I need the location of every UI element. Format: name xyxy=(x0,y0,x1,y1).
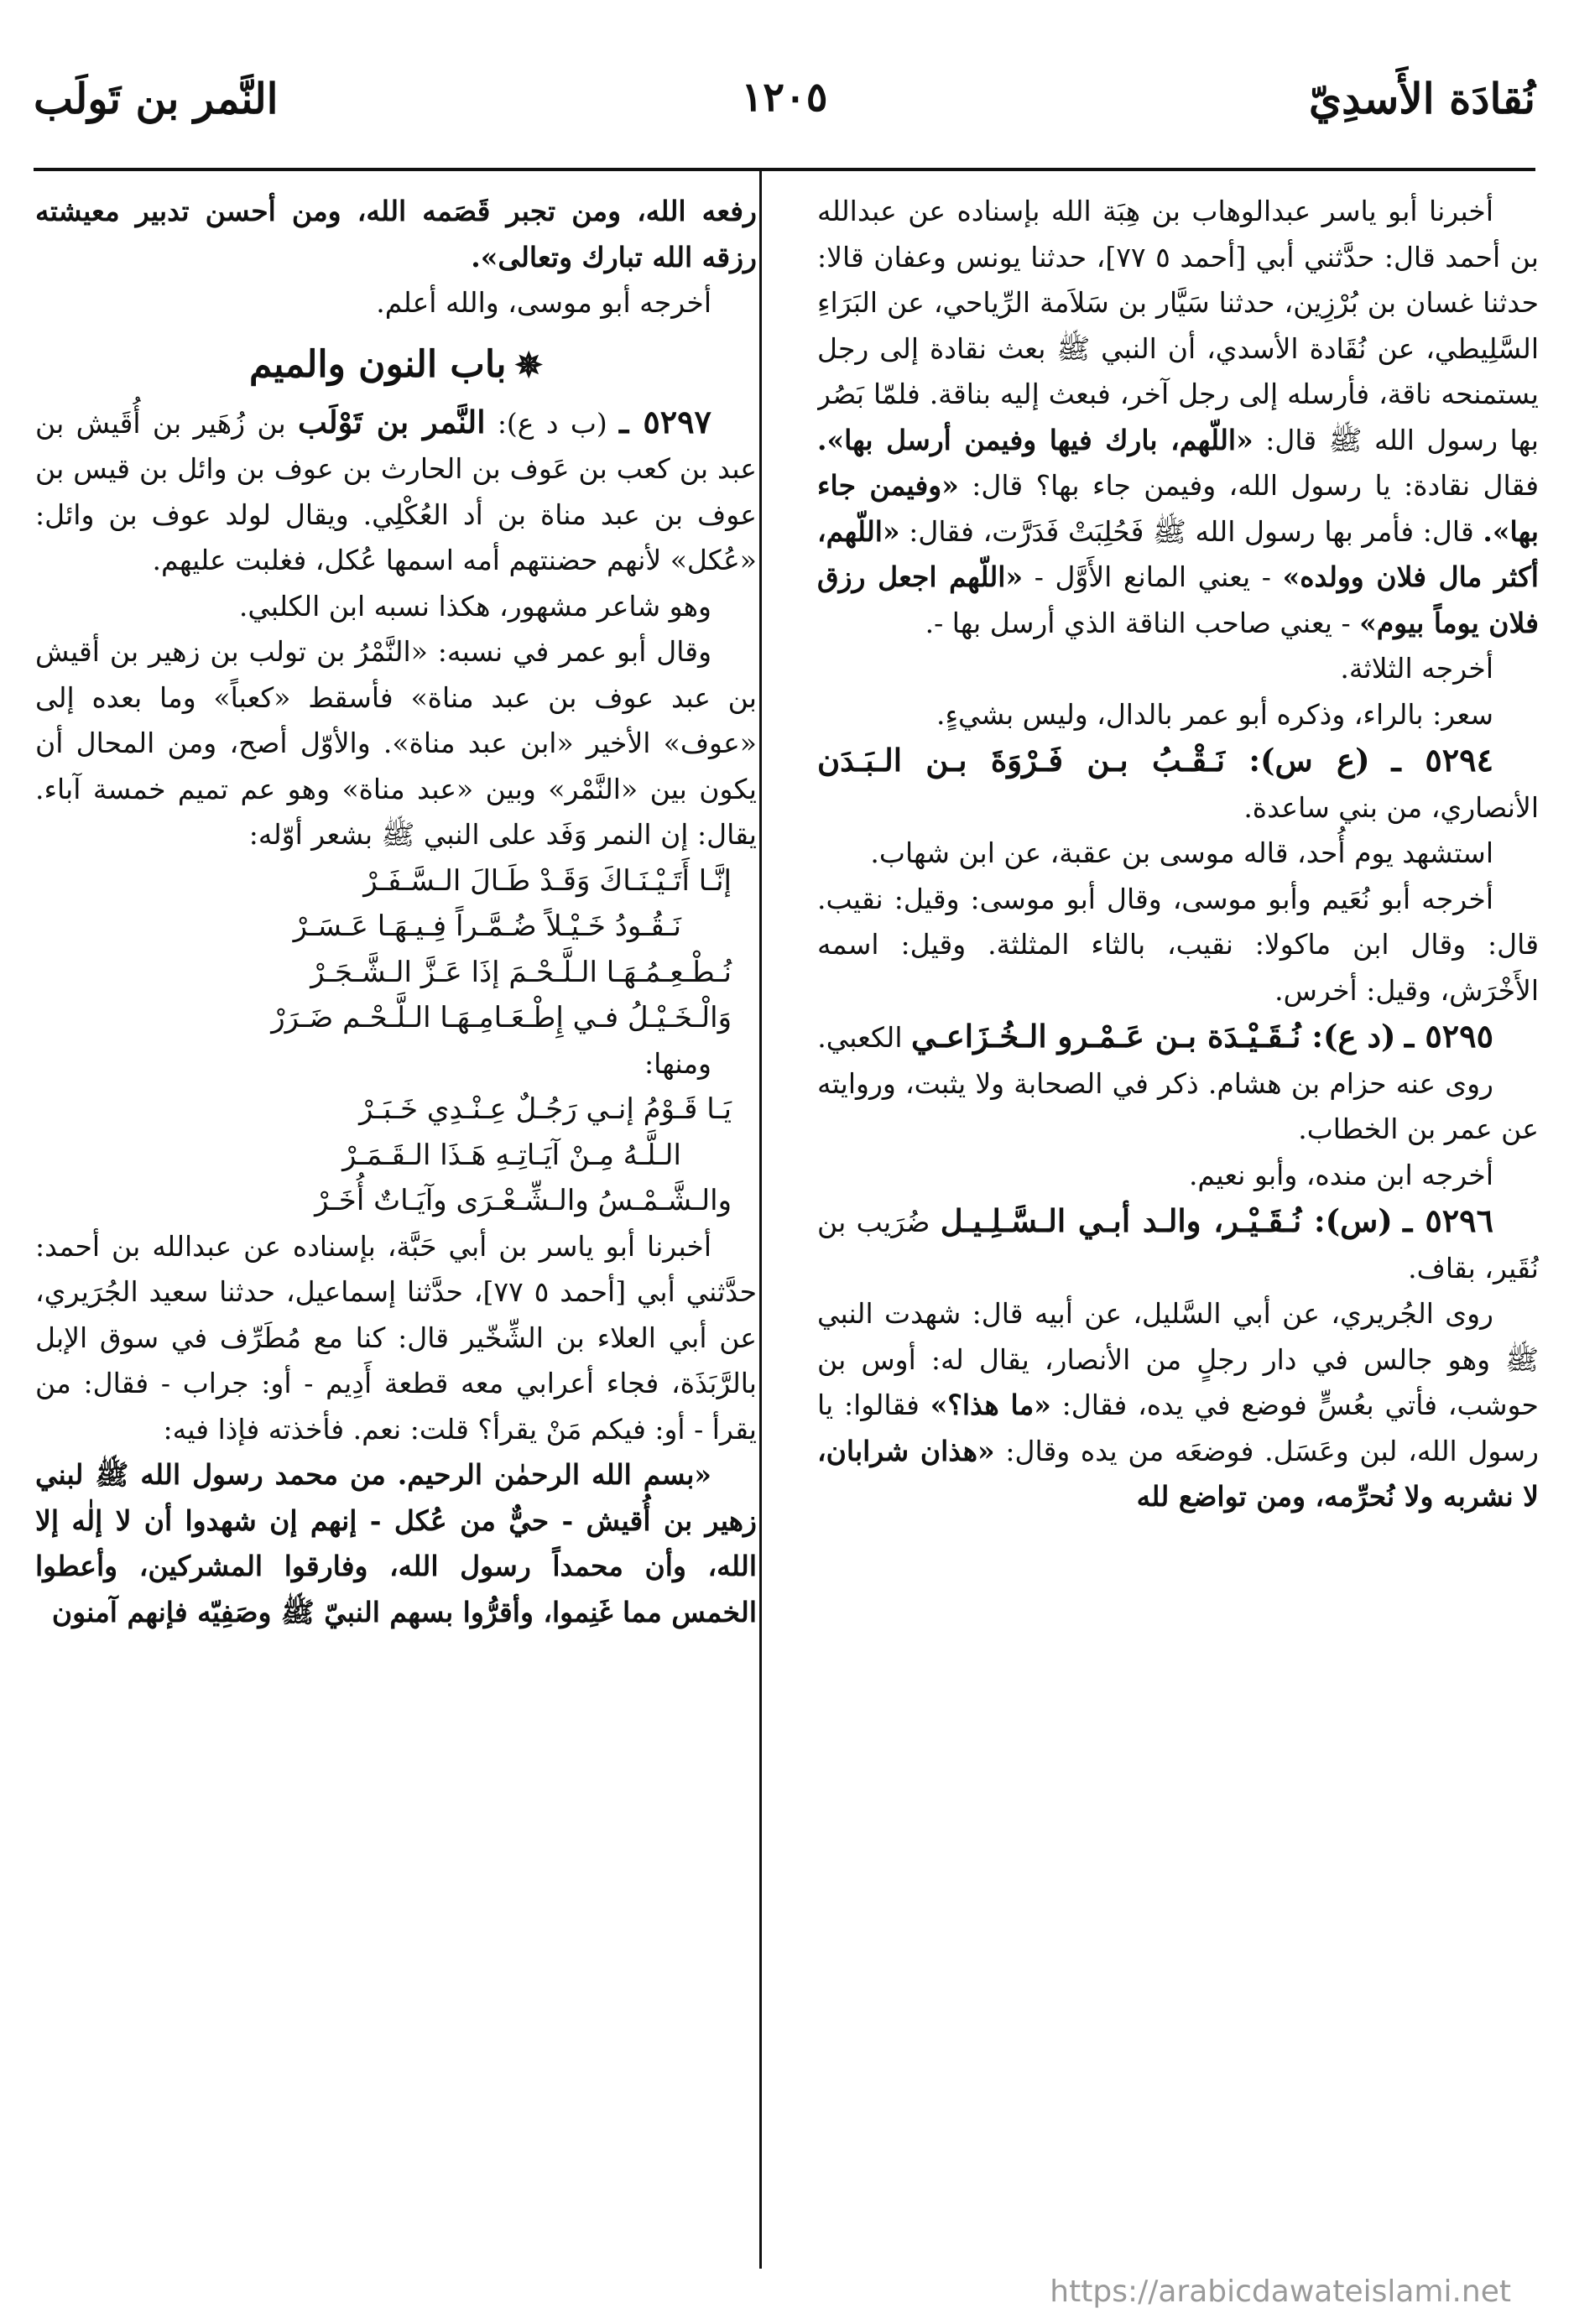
paragraph: أخرجه ابن منده، وأبو نعيم. xyxy=(1188,1158,1493,1191)
entry-code: (ب د ع): xyxy=(497,406,607,440)
paragraph: وهو شاعر مشهور، هكذا نسبه ابن الكلبي. xyxy=(238,589,711,623)
hemistich: يَـا قَـوْمُ إنـي رَجُـلٌ عِـنْـدِي خَـبَـرْ xyxy=(359,1092,732,1126)
chapter-heading xyxy=(35,331,757,399)
paragraph xyxy=(817,189,1539,646)
paragraph: رفعه الله، ومن تجبر قَصَمه الله، ومن أحسن تدبير معيشته رزقه الله تبارك وتعالى». xyxy=(35,195,757,274)
entry-5296 xyxy=(817,1198,1539,1291)
hadith-quote: «هذان شرابان، لا نشربه ولا نُحرِّمه، ومن تواضع لله xyxy=(817,1434,1539,1513)
paragraph: أخرجه أبو نُعَيم وأبو موسى، وقال أبو موسى: وقيل: نقيب. قال: وقال ابن ماكولا: نقيب، بالثاء المثلثة. وقيل: اسمه الأَخْرَش، وقيل: أخرس. xyxy=(817,882,1539,1007)
right-column xyxy=(817,189,1539,2261)
poem-line xyxy=(35,904,757,950)
running-title-left: النَّمر بن تَولَب xyxy=(34,74,279,123)
entry-text: الكعبي. xyxy=(817,1021,903,1054)
entry-5294 xyxy=(817,737,1539,831)
entry-number: ٥٢٩٧ ـ xyxy=(619,402,711,440)
hemistich: نَـقُـودُ خَـيْـلاً ضُـمَّـراً فِـيـهَـا عَـسَـرْ xyxy=(293,909,681,943)
column-divider xyxy=(759,171,762,2269)
poem-line xyxy=(35,1086,757,1133)
text: فقال نقادة: يا رسول الله، وفيمن جاء بها؟ قال: xyxy=(972,469,1539,502)
text: أخبرنا أبو ياسر عبدالوهاب بن هِبَة الله بإسناده عن عبدالله بن أحمد قال: حدَّثني أبي [أحمد ٥ ٧٧]، حدثنا يونس وعفان قالا: حدثنا غسان بن بُرْزِين، حدثنا سَيَّار بن سَلاَمة الرِّياحي، عن البَرَاءِ السَّلِيطي، عن نُقَادة الأسدي، أن النبي ﷺ بعث نقادة إلى رجل يستمنحه ناقة، فأرسله إلى رجل آخر، فبعث إليه بناقة. فلمّا بَصُر بها رسول الله ﷺ قال: xyxy=(817,195,1539,456)
entry-name: (ع س): نَـقْـبُ بـن فَـرْوَةَ بـن الـبَـدَن xyxy=(817,742,1370,779)
hemistich: والـشَّـمْـسُ والـشِّـعْـرَى وآيَـاتٌ أُخَـرْ xyxy=(315,1184,732,1217)
hadith-quote: «اللّهم، بارك فيها وفيمن أرسل بها». xyxy=(817,423,1253,456)
header-rule xyxy=(34,168,1535,171)
poem-line xyxy=(35,950,757,996)
entry-name: النَّمر بن تَوْلَب xyxy=(298,403,486,440)
hadith-quote: «وفيمن جاء بها». xyxy=(817,469,1539,548)
hemistich: الـلَّـهُ مِـنْ آيَـاتِـهِ هَـذَا الـقَـمَـرْ xyxy=(342,1138,681,1172)
hemistich: إنَّـا أَتَـيْـنَـاكَ وَقَـدْ طَـالَ الـسَّـفَـرْ xyxy=(363,863,732,898)
poem-line xyxy=(35,995,757,1041)
chapter-title: باب النون والميم xyxy=(248,342,507,386)
entry-number: ٥٢٩٥ ـ xyxy=(1404,1017,1493,1055)
poem-line xyxy=(35,1133,757,1179)
text: روى الجُريري، عن أبي السَّليل، عن أبيه قال: شهدت النبي ﷺ وهو جالس في دار رجلٍ من الأنصار، يقال له: أوس بن حوشب، فأتي بعُسٍّ فوضع في يده، فقال: xyxy=(817,1297,1539,1421)
star-ornament-icon: ✵ xyxy=(514,345,544,385)
poem-line xyxy=(35,1178,757,1224)
poem-line xyxy=(35,858,757,904)
hemistich: وَالْـخَـيْـلُ فـي إِطْـعَـامِـهَـا الـلَّـحْـم ضَـرَرْ xyxy=(271,1001,732,1034)
entry-text: الأنصاري، من بني ساعدة. xyxy=(1243,790,1539,824)
text: - يعني صاحب الناقة الذي أرسل بها -. xyxy=(925,606,1351,639)
entry-number: ٥٢٩٤ ـ xyxy=(1391,741,1493,779)
page-number: ١٢٠٥ xyxy=(741,74,828,121)
entry-text: ضُرَيب بن نُقَير، بقاف. xyxy=(817,1206,1539,1284)
paragraph: «بسم الله الرحمٰن الرحيم. من محمد رسول الله ﷺ لبني زهير بن أُقيش - حيٌّ من عُكل - إنهم إن شهدوا أن لا إلٰه إلا الله، وأن محمداً رسول الله، وفارقوا المشركين، وأعطوا الخمس مما غَنِموا، وأقرُّوا بسهم النبيّ ﷺ وصَفِيّه فإنهم آمنون xyxy=(35,1458,757,1628)
hadith-quote: «ما هذا؟» xyxy=(930,1389,1051,1421)
entry-number: ٥٢٩٦ ـ xyxy=(1403,1201,1493,1239)
left-column xyxy=(35,189,757,2261)
page-header xyxy=(34,74,1535,158)
watermark-url: https://arabicdawateislami.net xyxy=(1050,2274,1511,2309)
text: - يعني المانع الأَوَّل - xyxy=(1034,560,1271,593)
hemistich: نُـطْـعِـمُـهَـا الـلَّـحْـمَ إذَا عَـزَّ الـشَّـجَـرْ xyxy=(310,955,732,989)
paragraph: استشهد يوم أُحد، قاله موسى بن عقبة، عن ابن شهاب. xyxy=(870,836,1493,869)
paragraph: روى عنه حزام بن هشام. ذكر في الصحابة ولا يثبت، وروايته عن عمر بن الخطاب. xyxy=(817,1066,1539,1145)
entry-text: بن زُهَير بن أُقَيش بن عبد بن كعب بن عَوف بن الحارث بن عوف بن وائل بن قيس بن عوف بن عبد مناة بن أد العُكْلِي. ويقال لولد عوف بن وائل: «عُكل» لأنهم حضنتهم أمه اسمها عُكل، فغلبت عليهم. xyxy=(35,406,757,576)
paragraph: ومنها: xyxy=(644,1046,711,1080)
paragraph: أخرجه الثلاثة. xyxy=(1340,652,1493,685)
paragraph xyxy=(817,1291,1539,1520)
paragraph: أخرجه أبو موسى، والله أعلم. xyxy=(376,286,711,319)
entry-5295 xyxy=(817,1013,1539,1061)
paragraph: أخبرنا أبو ياسر بن أبي حَبَّة، بإسناده عن عبدالله بن أحمد: حدَّثني أبي [أحمد ٥ ٧٧]، حدَّثنا إسماعيل، حدثنا سعيد الجُرَيري، عن أبي العلاء بن الشِّخّير قال: كنا مع مُطَرِّف في سوق الإبل بالرَّبَذَة، فجاء أعرابي معه قطعة أَدِيم - أو: جراب - فقال: من يقرأ - أو: فيكم مَنْ يقرأ؟ قلت: نعم. فأخذته فإذا فيه: xyxy=(35,1229,757,1446)
paragraph: وقال أبو عمر في نسبه: «النَّمْرُ بن تولب بن زهير بن أقيش بن عبد عوف بن عبد مناة» فأسقط «كعباً» وما بعده إلى «عوف» الأخير «ابن عبد مناة». والأوّل أصح، ومن المحال أن يكون بين «النَّمْر» وبين «عبد مناة» وهو عم تميم خمسة آباء. يقال: إن النمر وَفَد على النبي ﷺ بشعر أوّله: xyxy=(35,635,757,851)
paragraph: سعر: بالراء، وذكره أبو عمر بالدال، وليس بشيءٍ. xyxy=(936,697,1493,731)
entry-name: (د ع): نُـقَـيْـدَة بـن عَـمْـرو الـخُـزَاعـي xyxy=(911,1018,1396,1055)
running-title-right: نُقادَة الأَسدِيّ xyxy=(1309,74,1535,123)
entry-5297 xyxy=(35,399,757,584)
hadith-quote: «اللّهم، أكثر مال فلان وولده» xyxy=(817,514,1539,593)
entry-name: (س): نُـقَـيْـر، والـد أبـي الـسَّـلِـيـل xyxy=(940,1202,1393,1239)
text: قال: فأمر بها رسول الله ﷺ فَحُلِبَتْ فَدَرَّت، فقال: xyxy=(909,514,1474,548)
text: فقالوا: يا رسول الله، لبن وعَسَل. فوضعَه من يده وقال: xyxy=(817,1389,1539,1467)
hadith-quote: «اللّهم اجعل رزق فلان يوماً بيوم» xyxy=(817,560,1539,639)
